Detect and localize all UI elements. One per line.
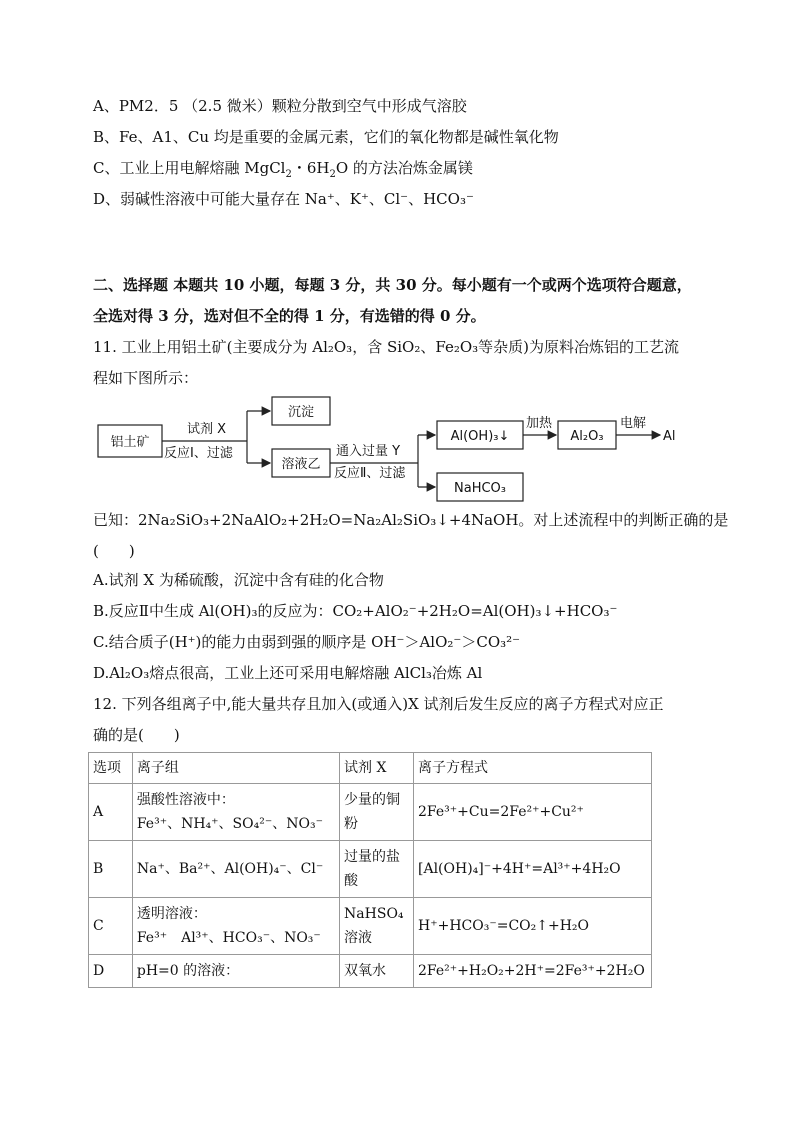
row-d-ions xyxy=(132,955,339,988)
q10-option-b: B、Fe、A1、Cu 均是重要的金属元素，它们的氧化物都是碱性氧化物 xyxy=(93,128,559,146)
ion-table xyxy=(88,752,652,988)
q10-option-c-mid: ・6H xyxy=(291,159,330,177)
al2o3-box-label: Al₂O₃ xyxy=(570,429,604,444)
reaction1-label: 反应Ⅰ、过滤 xyxy=(164,446,233,461)
reagent-x-label: 试剂 X xyxy=(187,422,227,437)
row-d-reagent-line1: 双氧水 xyxy=(344,963,387,979)
row-a-reagent-line2: 粉 xyxy=(344,816,359,832)
row-a-option: A xyxy=(89,784,133,841)
row-a-ions xyxy=(132,784,339,841)
q11-answer-paren: ( ) xyxy=(93,542,135,560)
row-c-option: C xyxy=(89,898,133,955)
row-b-reagent-line2: 酸 xyxy=(344,873,359,889)
row-a-equation: 2Fe³⁺+Cu=2Fe²⁺+Cu²⁺ xyxy=(414,784,652,841)
row-a-reagent-line1: 少量的铜 xyxy=(344,792,401,808)
q10-option-c xyxy=(93,158,473,178)
table-row xyxy=(89,955,652,988)
header-reagent-x: 试剂 X xyxy=(340,753,414,784)
q10-option-c-post: O 的方法冶炼金属镁 xyxy=(335,159,473,177)
row-c-equation: H⁺+HCO₃⁻=CO₂↑+H₂O xyxy=(414,898,652,955)
row-d-option: D xyxy=(89,955,133,988)
excess-y-label: 通入过量 Y xyxy=(336,444,401,459)
q10-option-c-pre: C、工业上用电解熔融 MgCl xyxy=(93,159,286,177)
q10-option-a: A、PM2．5 （2.5 微米）颗粒分散到空气中形成气溶胶 xyxy=(93,97,467,115)
ion-table-header-row xyxy=(89,753,652,784)
row-a-ions-line1: 强酸性溶液中： xyxy=(136,792,235,808)
row-b-reagent xyxy=(340,841,414,898)
solution-box-label: 溶液乙 xyxy=(281,457,321,472)
section2-instructions-line1: 二、选择题 本题共 10 小题，每题 3 分，共 30 分。每小题有一个或两个选项符合题意， xyxy=(93,276,692,294)
row-b-reagent-line1: 过量的盐 xyxy=(344,849,401,865)
row-c-reagent xyxy=(340,898,414,955)
nahco3-box-label: NaHCO₃ xyxy=(454,481,506,496)
row-c-ions-line2: Fe³⁺ Al³⁺、HCO₃⁻、NO₃⁻ xyxy=(136,930,321,946)
row-d-ions-line1: pH=0 的溶液： xyxy=(136,963,240,979)
row-b-equation: [Al(OH)₄]⁻+4H⁺=Al³⁺+4H₂O xyxy=(414,841,652,898)
row-c-ions-line1: 透明溶液： xyxy=(136,906,207,922)
row-b-ions xyxy=(132,841,339,898)
row-c-ions xyxy=(132,898,339,955)
table-row xyxy=(89,784,652,841)
header-option: 选项 xyxy=(89,753,133,784)
row-d-reagent xyxy=(340,955,414,988)
precipitate-box-label: 沉淀 xyxy=(287,405,315,420)
electrolysis-label: 电解 xyxy=(620,416,647,431)
section2-instructions-line2: 全选对得 3 分，选对但不全的得 1 分，有选错的得 0 分。 xyxy=(93,307,486,325)
process-flow-diagram xyxy=(92,395,692,505)
row-a-reagent xyxy=(340,784,414,841)
q12-stem-line1: 12. 下列各组离子中,能大量共存且加入(或通入)X 试剂后发生反应的离子方程式对应正 xyxy=(93,695,664,713)
q11-option-a: A.试剂 X 为稀硫酸，沉淀中含有硅的化合物 xyxy=(93,571,384,589)
aloh3-box-label: Al(OH)₃↓ xyxy=(450,429,510,444)
row-c-reagent-line2: 溶液 xyxy=(344,930,373,946)
row-b-option: B xyxy=(89,841,133,898)
q11-known-line: 已知：2Na₂SiO₃+2NaAlO₂+2H₂O=Na₂Al₂SiO₃↓+4NaOH。对上述流程中的判断正确的是 xyxy=(93,511,729,529)
reaction2-label: 反应Ⅱ、过滤 xyxy=(334,466,406,481)
table-row xyxy=(89,898,652,955)
q11-option-c: C.结合质子(H⁺)的能力由弱到强的顺序是 OH⁻＞AlO₂⁻＞CO₃²⁻ xyxy=(93,633,521,651)
header-ion-equation: 离子方程式 xyxy=(414,753,652,784)
header-ion-group: 离子组 xyxy=(132,753,339,784)
table-row xyxy=(89,841,652,898)
product-al-label: Al xyxy=(663,429,676,444)
row-c-reagent-line1: NaHSO₄ xyxy=(344,906,404,922)
ore-box-label: 铝土矿 xyxy=(110,435,150,450)
heat-label: 加热 xyxy=(526,416,553,431)
q12-stem-line2: 确的是( ) xyxy=(93,726,180,744)
q10-option-c-sub2: 2 xyxy=(329,169,336,180)
row-a-ions-line2: Fe³⁺、NH₄⁺、SO₄²⁻、NO₃⁻ xyxy=(136,816,323,832)
q11-stem-line1: 11. 工业上用铝土矿(主要成分为 Al₂O₃，含 SiO₂、Fe₂O₃等杂质)为原料冶炼铝的工艺流 xyxy=(93,338,679,356)
q10-option-c-sub: 2 xyxy=(285,169,292,180)
row-b-ions-line1: Na⁺、Ba²⁺、Al(OH)₄⁻、Cl⁻ xyxy=(136,861,324,877)
row-d-equation: 2Fe²⁺+H₂O₂+2H⁺=2Fe³⁺+2H₂O xyxy=(414,955,652,988)
q10-option-d: D、弱碱性溶液中可能大量存在 Na⁺、K⁺、Cl⁻、HCO₃⁻ xyxy=(93,190,474,208)
q11-option-b: B.反应Ⅱ中生成 Al(OH)₃的反应为：CO₂+AlO₂⁻+2H₂O=Al(OH)₃↓+HCO₃⁻ xyxy=(93,602,618,620)
q11-option-d: D.Al₂O₃熔点很高，工业上还可采用电解熔融 AlCl₃冶炼 Al xyxy=(93,664,483,682)
q11-stem-line2: 程如下图所示： xyxy=(93,369,199,387)
